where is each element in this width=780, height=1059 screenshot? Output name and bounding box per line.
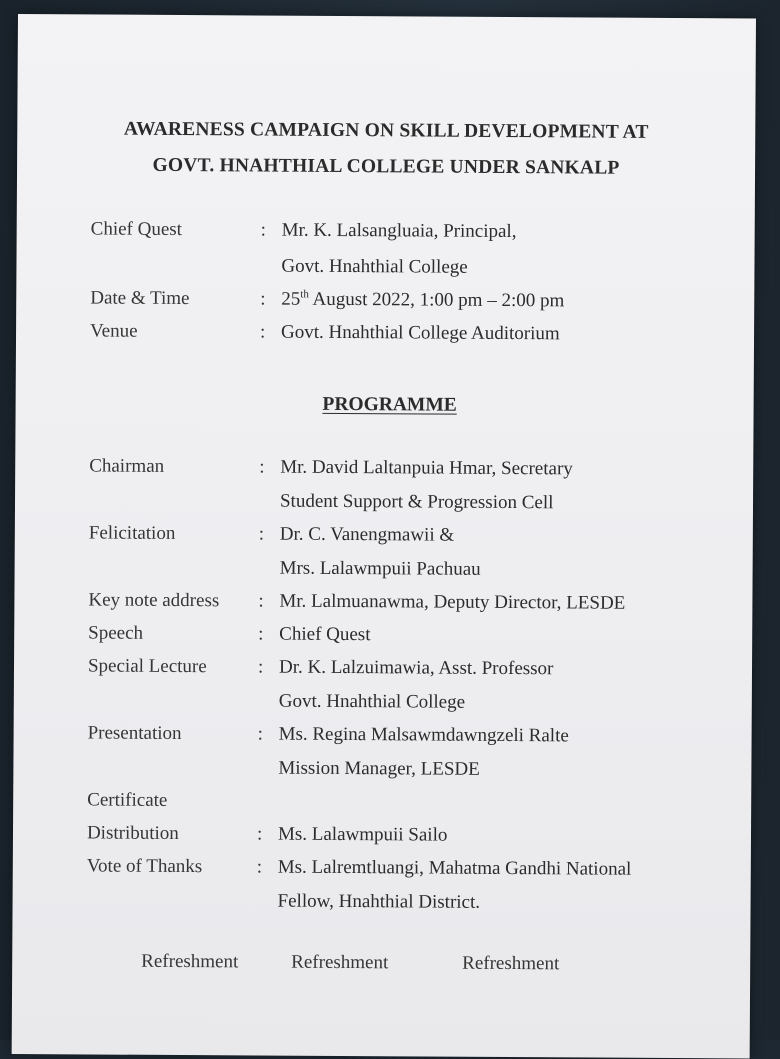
certificate-label: Certificate <box>87 789 168 811</box>
keynote-label: Key note address <box>88 589 220 612</box>
date-time-value <box>281 288 564 314</box>
felicitation-value: Dr. C. Vanengmawii & <box>279 523 455 546</box>
venue-value: Govt. Hnahthial College Auditorium <box>280 321 560 345</box>
chief-guest-label: Chief Quest <box>90 218 183 241</box>
speech-label: Speech <box>88 622 144 644</box>
special-lecture-value: Dr. K. Lalzuimawia, Asst. Professor <box>278 656 554 680</box>
certificate-label-cont: Distribution <box>86 822 179 844</box>
separator-colon: : <box>258 590 264 612</box>
vote-of-thanks-value: Ms. Lalremtluangi, Mahatma Gandhi National <box>277 856 632 880</box>
chairman-value: Mr. David Laltanpuia Hmar, Secretary <box>280 456 573 480</box>
chief-guest-value-cont: Govt. Hnahthial College <box>281 255 468 278</box>
separator-colon: : <box>260 288 266 310</box>
presentation-value-cont: Mission Manager, LESDE <box>278 757 480 780</box>
venue-label: Venue <box>90 320 138 342</box>
vote-of-thanks-value-cont: Fellow, Hnahthial District. <box>277 890 481 913</box>
footer-refreshment-3: Refreshment <box>462 952 560 975</box>
felicitation-label: Felicitation <box>88 522 176 544</box>
date-day: 25 <box>281 288 301 310</box>
presentation-row <box>13 721 751 760</box>
felicitation-row <box>15 521 753 560</box>
document-title-line-2: GOVT. HNAHTHIAL COLLEGE UNDER SANKALP <box>152 154 620 179</box>
date-rest: August 2022, 1:00 pm – 2:00 pm <box>308 288 565 312</box>
vote-of-thanks-row <box>13 854 751 893</box>
presentation-label: Presentation <box>87 722 182 745</box>
vote-of-thanks-row-cont <box>12 888 750 927</box>
venue-row <box>16 319 754 358</box>
date-time-label: Date & Time <box>90 287 190 310</box>
separator-colon: : <box>259 456 265 478</box>
chief-guest-value: Mr. K. Lalsangluaia, Principal, <box>281 219 517 243</box>
felicitation-value-cont: Mrs. Lalawmpuii Pachuau <box>279 557 481 580</box>
document-title-line-1: AWARENESS CAMPAIGN ON SKILL DEVELOPMENT AT <box>123 118 649 143</box>
separator-colon: : <box>258 523 265 545</box>
separator-colon: : <box>257 723 263 745</box>
certificate-value: Ms. Lalawmpuii Sailo <box>277 823 448 846</box>
separator-colon: : <box>260 219 267 241</box>
separator-colon: : <box>256 856 263 878</box>
date-day-suffix: th <box>300 288 309 301</box>
special-lecture-label: Special Lecture <box>87 655 207 678</box>
chairman-value-cont: Student Support & Progression Cell <box>279 490 554 514</box>
chairman-label: Chairman <box>89 455 165 477</box>
separator-colon: : <box>257 656 264 678</box>
separator-colon: : <box>258 623 264 645</box>
separator-colon: : <box>256 823 263 845</box>
vote-of-thanks-label: Vote of Thanks <box>86 855 203 878</box>
programme-heading: PROGRAMME <box>322 393 457 416</box>
special-lecture-row <box>14 654 752 693</box>
footer-refreshment-2: Refreshment <box>291 951 389 974</box>
keynote-value: Mr. Lalmuanawma, Deputy Director, LESDE <box>279 590 626 614</box>
programme-sheet <box>12 14 756 1058</box>
speech-value: Chief Quest <box>279 623 371 646</box>
presentation-value: Ms. Regina Malsawmdawngzeli Ralte <box>278 723 569 747</box>
chairman-row <box>15 454 753 493</box>
footer-refreshment-1: Refreshment <box>141 950 239 973</box>
special-lecture-value-cont: Govt. Hnahthial College <box>278 690 466 713</box>
separator-colon: : <box>259 321 266 343</box>
chief-guest-row <box>17 217 755 256</box>
